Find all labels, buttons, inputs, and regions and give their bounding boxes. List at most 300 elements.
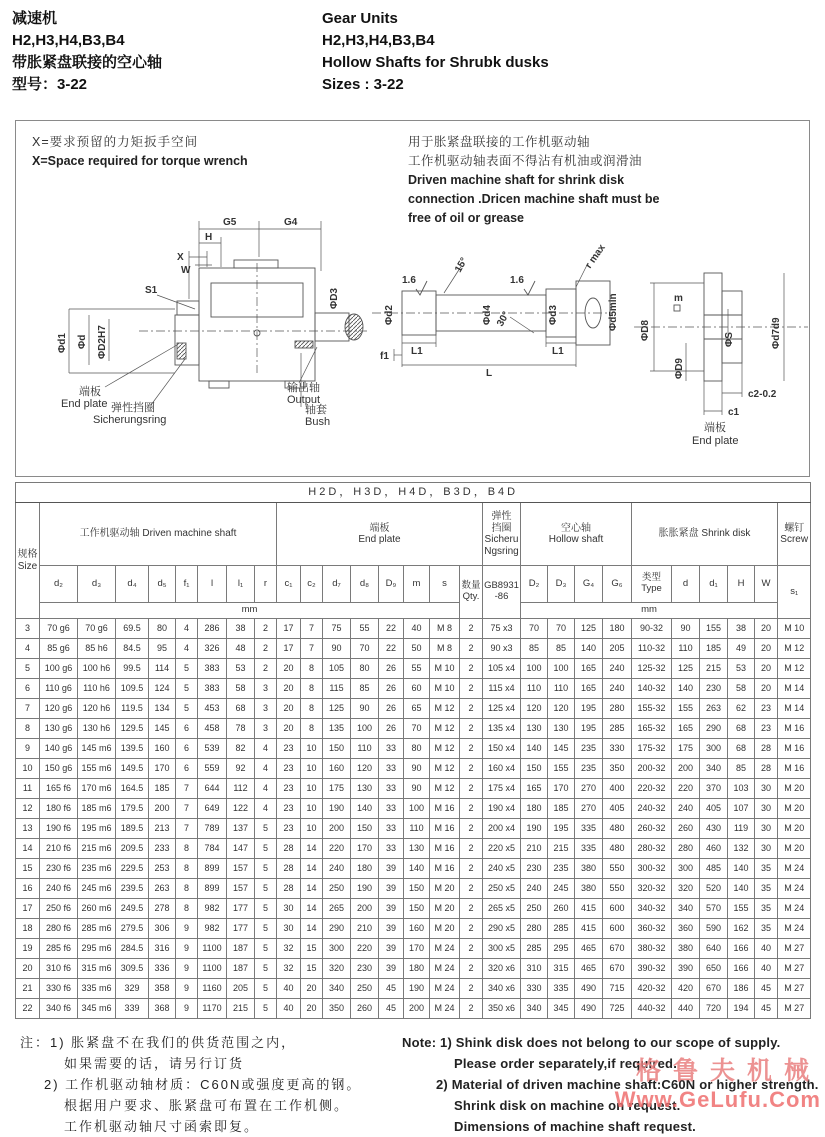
table-cell: 453 xyxy=(198,699,227,719)
table-cell: 17 xyxy=(16,899,40,919)
table-cell: 2 xyxy=(460,839,483,859)
table-cell: 110 xyxy=(351,739,379,759)
table-row xyxy=(16,919,811,939)
table-cell: 345 xyxy=(548,999,575,1019)
table-cell: 1100 xyxy=(198,959,227,979)
table-cell: 175 xyxy=(672,739,700,759)
table-cell: 20 xyxy=(277,699,301,719)
table-cell: 7 xyxy=(16,699,40,719)
table-cell: 380 xyxy=(575,859,603,879)
table-row xyxy=(16,619,811,639)
table-cell: 139.5 xyxy=(116,739,149,759)
column-header: G₆ xyxy=(603,566,632,603)
table-row xyxy=(16,659,811,679)
table-cell: 300 x5 xyxy=(483,939,521,959)
table-cell: 177 xyxy=(227,919,255,939)
table-cell: 110 xyxy=(404,819,430,839)
column-header: d₄ xyxy=(116,566,149,603)
column-header: c₁ xyxy=(277,566,301,603)
table-cell: 520 xyxy=(700,879,728,899)
table-cell: 260 m6 xyxy=(78,899,116,919)
page-title-cn xyxy=(12,8,322,96)
watermark xyxy=(615,1056,821,1114)
table-cell: 165 xyxy=(575,659,603,679)
table-cell: 306 xyxy=(149,919,176,939)
table-cell: 6 xyxy=(16,679,40,699)
table-cell: M 24 xyxy=(778,899,811,919)
table-cell: 220 xyxy=(351,939,379,959)
table-cell: 23 xyxy=(277,779,301,799)
note-en2: connection .Dricen machine shaft must be xyxy=(408,192,660,206)
table-cell: 2 xyxy=(460,659,483,679)
table-cell: 380-32 xyxy=(632,939,672,959)
table-cell: M 20 xyxy=(778,819,811,839)
table-cell: 62 xyxy=(728,699,755,719)
table-cell: M 10 xyxy=(430,659,460,679)
table-cell: 215 xyxy=(700,659,728,679)
table-cell: 350 xyxy=(323,999,351,1019)
table-cell: 8 xyxy=(176,879,198,899)
table-cell: 370 xyxy=(700,779,728,799)
torque-wrench-note xyxy=(32,133,248,171)
table-cell: 240 xyxy=(323,859,351,879)
dim-phi-d2: Φd2 xyxy=(384,305,395,325)
table-cell: 28 xyxy=(755,759,778,779)
table-cell: 28 xyxy=(277,859,301,879)
table-cell: 68 xyxy=(227,699,255,719)
r-max: r max xyxy=(583,243,608,271)
table-cell: 20 xyxy=(277,659,301,679)
table-cell: 300-32 xyxy=(632,859,672,879)
table-cell: 14 xyxy=(301,859,323,879)
table-cell: 195 xyxy=(575,719,603,739)
table-cell: 140 xyxy=(575,639,603,659)
table-cell: 109.5 xyxy=(116,679,149,699)
table-cell: 130 xyxy=(351,779,379,799)
shaft-surface-note xyxy=(408,133,798,228)
note-en1: Driven machine shaft for shrink disk xyxy=(408,173,625,187)
table-cell: 110 xyxy=(521,679,548,699)
table-cell: 260 xyxy=(548,899,575,919)
table-cell: 215 m6 xyxy=(78,839,116,859)
table-cell: 600 xyxy=(603,919,632,939)
dim-w: W xyxy=(181,265,191,276)
note-line: Shrink disk on machine on request. xyxy=(454,1098,681,1113)
table-cell: 336 xyxy=(149,959,176,979)
table-cell: 20 xyxy=(755,679,778,699)
table-cell: 45 xyxy=(755,979,778,999)
table-cell: 14 xyxy=(301,919,323,939)
table-cell: 245 m6 xyxy=(78,879,116,899)
table-cell: 30 xyxy=(755,799,778,819)
table-cell: 38 xyxy=(728,619,755,639)
table-cell: 140-32 xyxy=(632,679,672,699)
column-header: G₄ xyxy=(575,566,603,603)
table-cell: 149.5 xyxy=(116,759,149,779)
note-line: Note: 1) Shink disk does not belong to our scope of supply. xyxy=(402,1035,781,1050)
watermark-brand: 格鲁夫机械 xyxy=(635,1057,821,1085)
table-cell: 129.5 xyxy=(116,719,149,739)
table-cell: 260 xyxy=(351,999,379,1019)
table-sub-header-row xyxy=(16,566,811,603)
table-cell: 150 xyxy=(521,759,548,779)
table-cell: 60 xyxy=(404,679,430,699)
table-row xyxy=(16,999,811,1019)
table-cell: 164.5 xyxy=(116,779,149,799)
table-cell: 8 xyxy=(301,679,323,699)
table-cell: 107 xyxy=(728,799,755,819)
table-cell: 80 xyxy=(404,739,430,759)
table-cell: 90 x3 xyxy=(483,639,521,659)
table-cell: 130 xyxy=(548,719,575,739)
table-cell: 8 xyxy=(301,699,323,719)
table-cell: 5 xyxy=(16,659,40,679)
table-cell: 5 xyxy=(255,999,277,1019)
table-cell: 320-32 xyxy=(632,879,672,899)
table-cell: 340 xyxy=(672,899,700,919)
table-cell: M 12 xyxy=(430,699,460,719)
table-cell: 390-32 xyxy=(632,959,672,979)
angle-15: 15° xyxy=(453,255,471,275)
table-cell: M 20 xyxy=(430,899,460,919)
table-cell: 19 xyxy=(16,939,40,959)
table-group-header-row xyxy=(16,503,811,566)
table-cell: 230 f6 xyxy=(40,859,78,879)
table-cell: 40 xyxy=(755,959,778,979)
table-cell: 420-32 xyxy=(632,979,672,999)
table-cell: M 20 xyxy=(430,919,460,939)
table-cell: 230 xyxy=(351,959,379,979)
table-cell: 2 xyxy=(255,639,277,659)
table-cell: 789 xyxy=(198,819,227,839)
table-cell: 150 xyxy=(323,739,351,759)
table-cell: 200 xyxy=(404,999,430,1019)
table-cell: 18 xyxy=(16,919,40,939)
table-cell: 670 xyxy=(700,979,728,999)
table-cell: 250 xyxy=(351,979,379,999)
table-cell: 134 xyxy=(149,699,176,719)
table-cell: M 27 xyxy=(778,939,811,959)
group-header-shrink-disk: 胀胀紧盘 Shrink disk xyxy=(632,503,778,566)
table-cell: 132 xyxy=(728,839,755,859)
table-cell: 20 xyxy=(755,619,778,639)
table-cell: 715 xyxy=(603,979,632,999)
table-cell: 240 xyxy=(672,799,700,819)
table-cell: 190 xyxy=(323,799,351,819)
table-cell: 23 xyxy=(755,719,778,739)
table-cell: 140 xyxy=(728,859,755,879)
table-cell: 210 xyxy=(521,839,548,859)
table-cell: 39 xyxy=(379,959,404,979)
table-cell: 253 xyxy=(149,859,176,879)
table-cell: 58 xyxy=(227,679,255,699)
table-cell: 210 xyxy=(351,919,379,939)
dim-phi-d4: Φd4 xyxy=(482,305,493,325)
title-en-line2: H2,H3,H4,B3,B4 xyxy=(322,32,435,49)
table-cell: 7 xyxy=(176,779,198,799)
table-cell: 150 xyxy=(404,879,430,899)
group-header-end-plate: 端板 End plate xyxy=(277,503,483,566)
table-cell: 99.5 xyxy=(116,659,149,679)
table-cell: 4 xyxy=(255,799,277,819)
table-cell: 8 xyxy=(176,859,198,879)
dim-phi-d3: ΦD3 xyxy=(329,288,340,309)
table-cell: 80 xyxy=(351,659,379,679)
table-cell: 5 xyxy=(255,899,277,919)
table-cell: 33 xyxy=(379,779,404,799)
table-cell: 315 m6 xyxy=(78,959,116,979)
table-cell: 3 xyxy=(255,719,277,739)
table-cell: M 12 xyxy=(430,719,460,739)
table-cell: 2 xyxy=(460,639,483,659)
table-cell: 250 xyxy=(521,899,548,919)
table-cell: 245 xyxy=(548,879,575,899)
table-cell: 440-32 xyxy=(632,999,672,1019)
table-cell: 100 xyxy=(548,659,575,679)
table-cell: 380 xyxy=(672,939,700,959)
table-cell: 70 xyxy=(548,619,575,639)
title-cn-line4: 型号：3-22 xyxy=(12,76,88,93)
table-cell: 335 xyxy=(575,839,603,859)
table-cell: 17 xyxy=(277,639,301,659)
table-cell: 40 xyxy=(404,619,430,639)
machine-shaft-drawing xyxy=(364,243,620,384)
roughness-2: 1.6 xyxy=(510,275,524,286)
column-header: W xyxy=(755,566,778,603)
note-line: Dimensions of machine shaft request. xyxy=(454,1119,696,1134)
table-cell: 550 xyxy=(603,859,632,879)
output-label-en: Output xyxy=(287,394,321,406)
table-cell: 235 m6 xyxy=(78,859,116,879)
table-cell: 90 xyxy=(404,779,430,799)
table-cell: 230 xyxy=(521,859,548,879)
table-cell: M 20 xyxy=(778,779,811,799)
column-header: D₉ xyxy=(379,566,404,603)
title-en-line4: Sizes : 3-22 xyxy=(322,76,404,93)
table-cell: 265 xyxy=(323,899,351,919)
group-header-hollow-shaft: 空心轴 Hollow shaft xyxy=(521,503,632,566)
table-cell: 1100 xyxy=(198,939,227,959)
column-header: d₃ xyxy=(78,566,116,603)
table-cell: 100 xyxy=(404,799,430,819)
table-cell: 899 xyxy=(198,879,227,899)
title-en-line3: Hollow Shafts for Shrubk dusks xyxy=(322,54,549,71)
table-cell: 200 x4 xyxy=(483,819,521,839)
table-cell: 3 xyxy=(255,699,277,719)
table-cell: M 20 xyxy=(430,879,460,899)
table-cell: 23 xyxy=(277,759,301,779)
table-cell: 5 xyxy=(255,819,277,839)
ring-label-en: Sicherungsring xyxy=(93,414,167,426)
table-cell: 335 xyxy=(575,819,603,839)
table-cell: 360 xyxy=(672,919,700,939)
table-cell: 340 xyxy=(323,979,351,999)
column-header: m xyxy=(404,566,430,603)
table-cell: 14 xyxy=(301,899,323,919)
table-cell: 17 xyxy=(277,619,301,639)
table-cell: 21 xyxy=(16,979,40,999)
table-cell: 110 xyxy=(548,679,575,699)
table-cell: 160 xyxy=(404,919,430,939)
table-cell: 280 f6 xyxy=(40,919,78,939)
table-cell: 140 xyxy=(521,739,548,759)
table-cell: M 16 xyxy=(430,839,460,859)
table-cell: M 12 xyxy=(778,659,811,679)
table-cell: 165 xyxy=(575,679,603,699)
table-cell: 170 xyxy=(149,759,176,779)
table-cell: 45 xyxy=(755,999,778,1019)
table-cell: 285 f6 xyxy=(40,939,78,959)
table-cell: 340 f6 xyxy=(40,999,78,1019)
table-cell: 105 xyxy=(323,659,351,679)
table-cell: 270 xyxy=(575,799,603,819)
table-cell: 160 xyxy=(323,759,351,779)
table-cell: 405 xyxy=(700,799,728,819)
table-cell: 485 xyxy=(700,859,728,879)
table-cell: M 8 xyxy=(430,639,460,659)
table-cell: 147 xyxy=(227,839,255,859)
table-cell: 160 xyxy=(149,739,176,759)
table-cell: 14 xyxy=(301,839,323,859)
table-cell: 358 xyxy=(149,979,176,999)
table-cell: 330 xyxy=(603,739,632,759)
table-cell: 284.5 xyxy=(116,939,149,959)
note-cn: X=要求预留的力矩扳手空间 xyxy=(32,135,199,149)
table-cell: 310 xyxy=(521,959,548,979)
table-cell: 320 xyxy=(323,959,351,979)
table-cell: 140 xyxy=(672,679,700,699)
table-cell: 112 xyxy=(227,779,255,799)
table-cell: 4 xyxy=(16,639,40,659)
table-cell: 330 f6 xyxy=(40,979,78,999)
table-cell: 145 m6 xyxy=(78,739,116,759)
table-cell: 340 x6 xyxy=(483,979,521,999)
table-cell: 85 xyxy=(548,639,575,659)
table-cell: 120 g6 xyxy=(40,699,78,719)
table-cell: 350 x6 xyxy=(483,999,521,1019)
table-unit-row xyxy=(16,603,811,619)
table-cell: 20 xyxy=(16,959,40,979)
unit-mm-right: mm xyxy=(521,603,778,619)
table-cell: 9 xyxy=(176,979,198,999)
table-cell: M 27 xyxy=(778,959,811,979)
end-plate-label-en: End plate xyxy=(692,435,739,447)
dim-l1-right: L1 xyxy=(552,346,564,357)
table-cell: 35 xyxy=(755,919,778,939)
table-cell: M 14 xyxy=(778,699,811,719)
table-cell: 125-32 xyxy=(632,659,672,679)
table-cell: 539 xyxy=(198,739,227,759)
table-cell: 20 xyxy=(755,659,778,679)
table-cell: 135 xyxy=(323,719,351,739)
table-cell: 30 xyxy=(755,819,778,839)
table-cell: 78 xyxy=(227,719,255,739)
table-cell: 205 xyxy=(603,639,632,659)
table-cell: 490 xyxy=(575,999,603,1019)
table-cell: 150 xyxy=(404,899,430,919)
table-cell: 150 xyxy=(351,819,379,839)
table-cell: 220 x5 xyxy=(483,839,521,859)
column-header: r xyxy=(255,566,277,603)
table-cell: 155 xyxy=(548,759,575,779)
table-cell: 250 f6 xyxy=(40,899,78,919)
table-cell: 200-32 xyxy=(632,759,672,779)
table-cell: 100 xyxy=(521,659,548,679)
table-cell: 85 xyxy=(351,679,379,699)
table-row xyxy=(16,979,811,999)
table-cell: 340-32 xyxy=(632,899,672,919)
dim-phi-d5min: Φd5min xyxy=(608,293,619,331)
column-header: d₇ xyxy=(323,566,351,603)
table-cell: 2 xyxy=(460,719,483,739)
table-cell: 280-32 xyxy=(632,839,672,859)
table-row xyxy=(16,779,811,799)
table-cell: 30 xyxy=(277,919,301,939)
table-cell: 155 xyxy=(728,899,755,919)
table-cell: 145 xyxy=(149,719,176,739)
dim-c1: c1 xyxy=(728,407,740,418)
table-row xyxy=(16,959,811,979)
table-cell: 14 xyxy=(301,879,323,899)
table-cell: 240-32 xyxy=(632,799,672,819)
table-cell: 725 xyxy=(603,999,632,1019)
table-cell: 100 xyxy=(351,719,379,739)
table-cell: 33 xyxy=(379,799,404,819)
table-cell: 9 xyxy=(176,959,198,979)
column-header: d₅ xyxy=(149,566,176,603)
table-cell: 4 xyxy=(176,619,198,639)
table-cell: 4 xyxy=(255,779,277,799)
table-cell: 229.5 xyxy=(116,859,149,879)
table-cell: 2 xyxy=(460,779,483,799)
table-cell: 13 xyxy=(16,819,40,839)
table-cell: 2 xyxy=(460,879,483,899)
table-cell: 185 xyxy=(700,639,728,659)
table-cell: 185 m6 xyxy=(78,799,116,819)
table-cell: 105 x4 xyxy=(483,659,521,679)
table-cell: 240 x5 xyxy=(483,859,521,879)
table-row xyxy=(16,739,811,759)
table-cell: 550 xyxy=(603,879,632,899)
table-cell: 39 xyxy=(379,899,404,919)
table-cell: 23 xyxy=(277,799,301,819)
table-cell: 195 xyxy=(548,819,575,839)
table-cell: 39 xyxy=(379,939,404,959)
table-cell: 195 m6 xyxy=(78,819,116,839)
column-header: d₁ xyxy=(700,566,728,603)
table-cell: 140 xyxy=(351,799,379,819)
table-cell: M 12 xyxy=(430,759,460,779)
table-cell: 26 xyxy=(379,699,404,719)
table-cell: 15 xyxy=(301,959,323,979)
table-cell: 720 xyxy=(700,999,728,1019)
table-cell: 140 xyxy=(728,879,755,899)
title-cn-line2: H2,H3,H4,B3,B4 xyxy=(12,32,125,49)
column-header: f₁ xyxy=(176,566,198,603)
table-cell: 110 g6 xyxy=(40,679,78,699)
table-cell: 8 xyxy=(16,719,40,739)
table-cell: 309.5 xyxy=(116,959,149,979)
output-label-cn: 输出轴 xyxy=(287,382,320,394)
dim-L: L xyxy=(486,368,493,379)
table-cell: 157 xyxy=(227,859,255,879)
model-band: H2D，H3D，H4D，B3D，B4D xyxy=(16,483,811,503)
table-cell: 190 x4 xyxy=(483,799,521,819)
table-row xyxy=(16,679,811,699)
table-cell: 49 xyxy=(728,639,755,659)
dim-m: m xyxy=(674,293,683,304)
table-cell: 239.5 xyxy=(116,879,149,899)
